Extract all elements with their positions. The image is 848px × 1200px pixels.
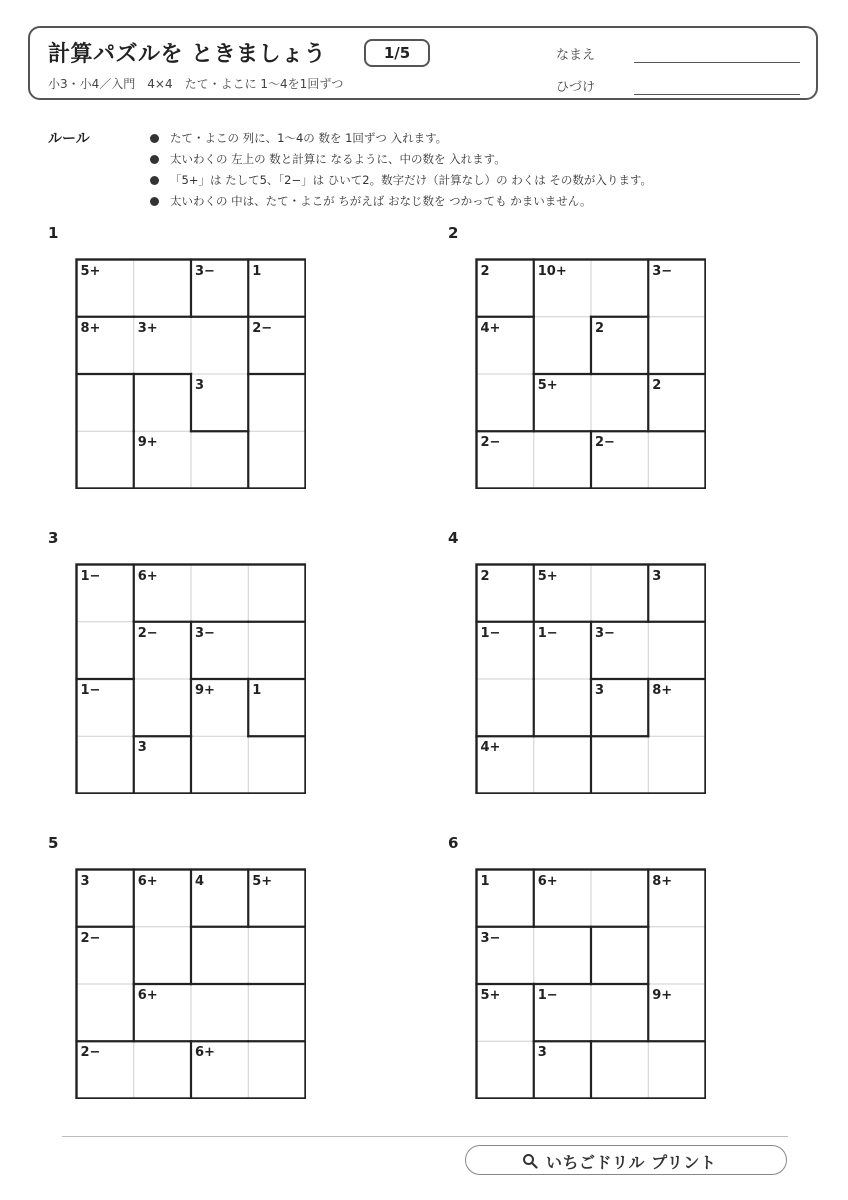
grid-lines (475, 563, 706, 794)
cage-clue: 3− (480, 930, 501, 946)
cage-clue: 6+ (195, 1045, 215, 1061)
rule-item: 太いわくの 中は、たて・よこが ちがえば おなじ数を つかっても かまいません。 (146, 191, 652, 212)
cage-clue: 6+ (537, 873, 558, 889)
cage-clue: 3− (595, 625, 615, 641)
cage-clue: 2 (595, 320, 605, 336)
cage-clue: 1− (480, 625, 501, 641)
cage-clue: 1− (537, 988, 558, 1003)
puzzle-grid (475, 868, 706, 1099)
cage-clue: 3 (137, 740, 147, 756)
cage-clue: 5+ (537, 568, 558, 584)
puzzle-number: 4 (448, 529, 459, 547)
subtitle: 小3・小4／入門 4×4 たて・よこに 1〜4を1回ずつ (48, 77, 344, 91)
cage-clue: 3 (80, 873, 90, 889)
cage-clue: 3 (195, 378, 205, 393)
cage-clue: 2− (80, 930, 101, 946)
puzzle-number: 2 (448, 224, 459, 242)
page-title: 計算パズルを ときましょう (48, 42, 327, 67)
cage-clue: 3− (652, 263, 673, 279)
cage-clue: 9+ (195, 683, 215, 698)
footer-divider (62, 1136, 788, 1137)
brand-name: いちごドリル プリント (546, 1153, 717, 1172)
grid-lines (75, 868, 306, 1099)
date-label: ひづけ (556, 80, 596, 95)
puzzle-number: 6 (448, 834, 459, 852)
cage-clue: 2− (80, 1045, 101, 1061)
header-box (28, 26, 818, 100)
cage-clue: 2− (137, 625, 158, 641)
rules-list (146, 128, 652, 212)
cage-clue: 8+ (80, 320, 101, 336)
search-icon (522, 1153, 538, 1169)
cage-clue: 5+ (480, 988, 501, 1003)
name-field[interactable] (634, 62, 800, 63)
puzzle-grid (475, 258, 706, 489)
cage-clue: 1 (480, 873, 490, 889)
cage-clue: 3− (195, 263, 215, 279)
cage-clue: 5+ (80, 263, 101, 279)
cage-clue: 1 (252, 263, 262, 279)
rule-item: 太いわくの 左上の 数と計算に なるように、中の数を 入れます。 (146, 149, 652, 170)
cage-clue: 9+ (137, 435, 158, 451)
brand-search-pill[interactable] (465, 1145, 787, 1175)
cage-clue: 3 (652, 568, 662, 584)
grid-lines (475, 258, 706, 489)
cage-clue: 8+ (652, 683, 673, 698)
cage-clue: 3 (595, 683, 605, 698)
cage-clue: 2 (480, 263, 490, 279)
cage-clue: 3+ (137, 320, 158, 336)
grid-lines (75, 563, 306, 794)
cage-clue: 1 (252, 683, 262, 698)
puzzle-number: 1 (48, 224, 59, 242)
cage-clue: 6+ (137, 988, 158, 1003)
cage-clue: 4 (195, 873, 205, 889)
cage-clue: 2 (480, 568, 490, 584)
cage-clue: 9+ (652, 988, 673, 1003)
grid-lines (75, 258, 306, 489)
cage-clue: 6+ (137, 873, 158, 889)
date-field[interactable] (634, 94, 800, 95)
puzzle-grid (75, 563, 306, 794)
cage-clue: 4+ (480, 320, 501, 336)
rules-title: ルール (48, 131, 90, 147)
cage-clue: 1− (80, 568, 101, 584)
cage-clue: 8+ (652, 873, 673, 889)
puzzle-grid (75, 258, 306, 489)
puzzle-grid (475, 563, 706, 794)
rule-item: たて・よこの 列に、1〜4の 数を 1回ずつ 入れます。 (146, 128, 652, 149)
page-badge: 1/5 (364, 39, 430, 67)
puzzle-number: 5 (48, 834, 59, 852)
cage-clue: 4+ (480, 740, 501, 756)
grid-lines (475, 868, 706, 1099)
cage-clue: 2− (480, 435, 501, 451)
cage-clue: 5+ (537, 378, 558, 393)
cage-clue: 3 (537, 1045, 547, 1061)
cage-clue: 3− (195, 625, 215, 641)
cage-clue: 1− (80, 683, 101, 698)
name-label: なまえ (556, 48, 596, 63)
cage-clue: 10+ (537, 263, 567, 279)
cage-clue: 2− (252, 320, 273, 336)
puzzle-grid (75, 868, 306, 1099)
rule-item: 「5+」は たして5、「2−」は ひいて2。数字だけ（計算なし）の わくは その数が入ります。 (146, 170, 652, 191)
cage-clue: 2− (595, 435, 615, 451)
cage-clue: 2 (652, 378, 662, 393)
cage-clue: 6+ (137, 568, 158, 584)
cage-clue: 1− (537, 625, 558, 641)
cage-clue: 5+ (252, 873, 273, 889)
puzzle-number: 3 (48, 529, 59, 547)
